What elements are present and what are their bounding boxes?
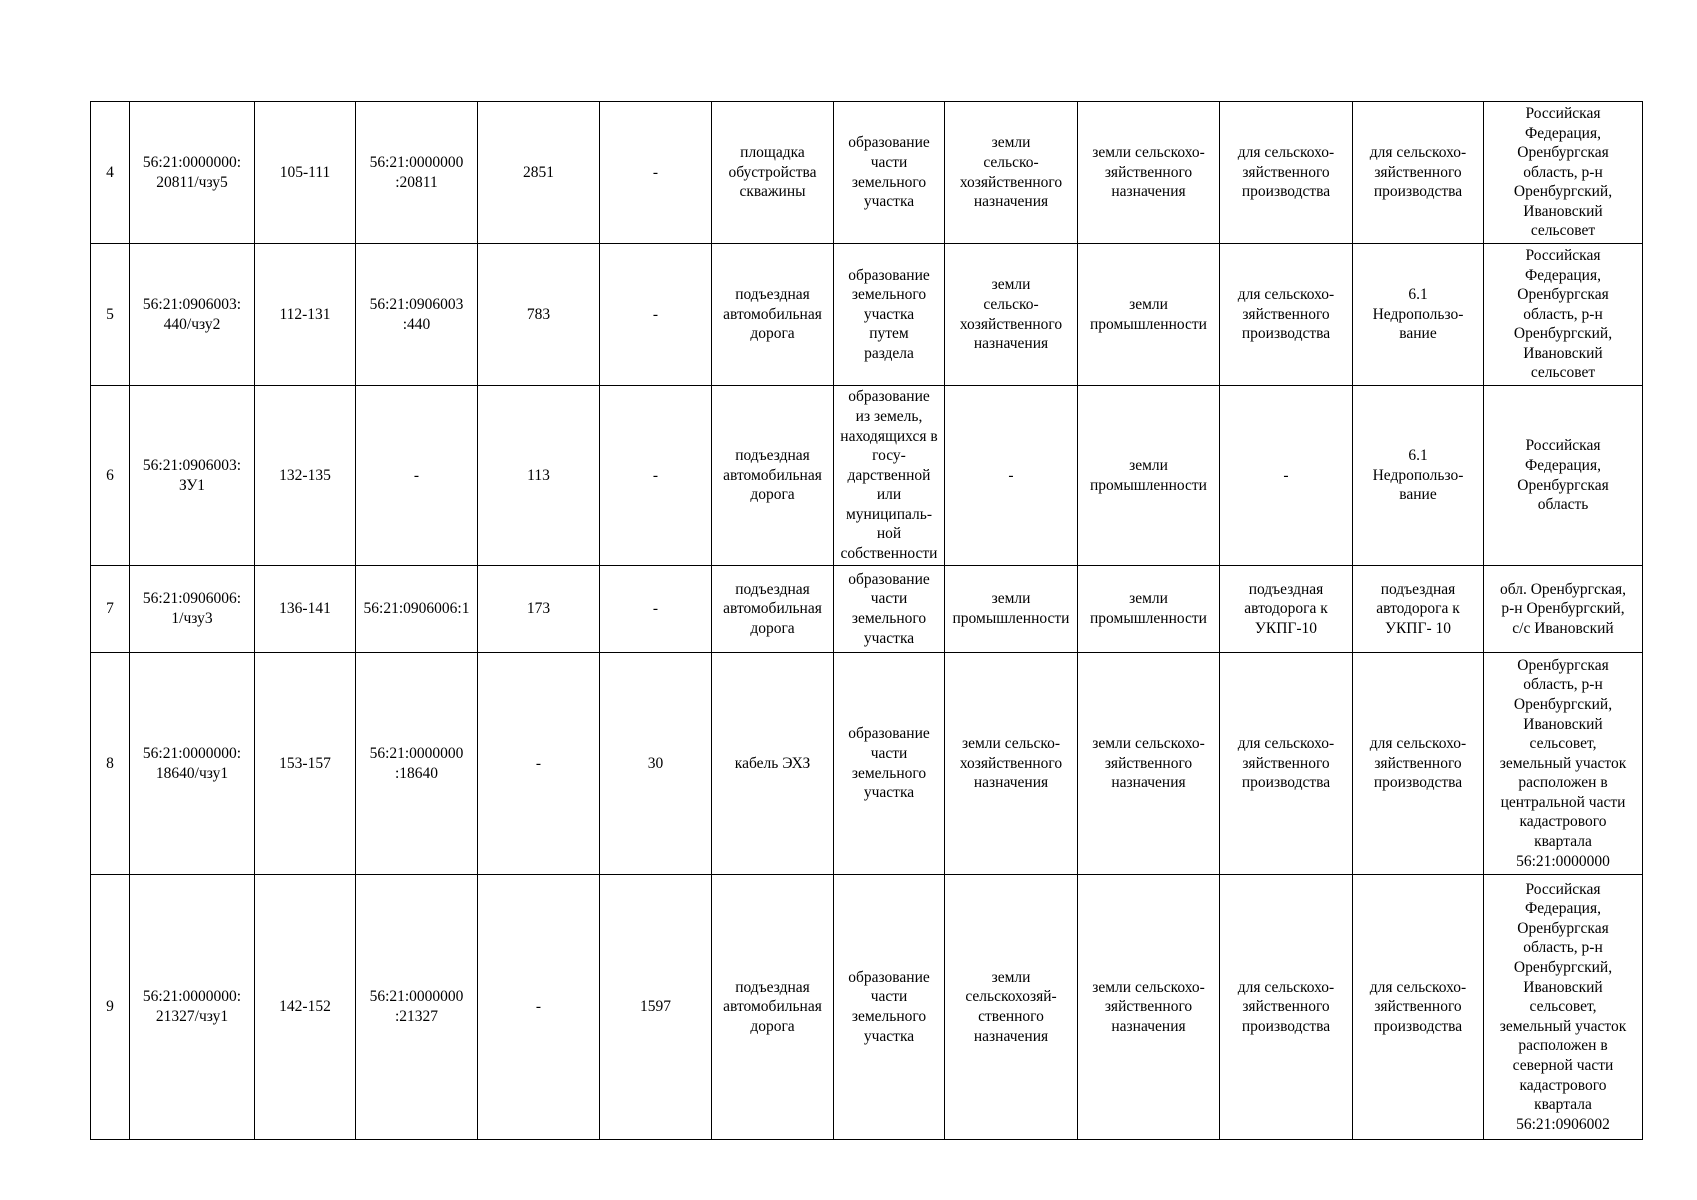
cell-line: зяйственного [1242,754,1330,772]
cell-line: Оренбургский, [1513,183,1613,201]
cell-line: земли [991,968,1031,986]
source-land-category-cell [945,566,1078,653]
source-permitted-use-cell [1220,386,1353,566]
cell-line: сельско- [983,295,1039,313]
cell-line: земли сельскохо- [1092,735,1205,753]
cell-line: назначения [973,1027,1049,1045]
cell-line: раздела [864,344,914,362]
cell-line: назначения [1111,774,1186,792]
cell-line: 56:21:0906003: [142,456,242,474]
cadastral-number-cell [130,244,255,386]
row-number-cell: 9 [91,875,130,1140]
cell-line: Оренбургская [1517,144,1609,162]
cell-line: Оренбургский, [1513,959,1613,977]
cell-line: Федерация, [1525,124,1601,142]
cadastral-number-cell [130,566,255,653]
cell-line: 56:21:0906006:1 [363,600,470,618]
formation-method-cell [834,653,945,875]
cell-line: образование [848,388,930,406]
cell-line: земли сельско- [961,735,1060,753]
length-cell: 1597 [600,875,712,1140]
area-cell: 2851 [478,102,600,244]
cell-line: хозяйственного [959,315,1063,333]
cell-line: участка [863,1027,915,1045]
address-cell [1484,244,1643,386]
cell-line: назначения [973,774,1049,792]
cell-line: назначения [1111,1017,1186,1035]
cell-line: участка [863,784,915,802]
cell-line: зяйственного [1104,754,1193,772]
cell-line: для сельскохо- [1369,978,1467,996]
cell-line: 56:21:0000000 [369,988,464,1006]
land-plots-table [90,101,1643,1140]
cell-line: обустройства [728,163,817,181]
cell-line: :440 [402,315,431,333]
source-permitted-use-cell [1220,102,1353,244]
cell-line: 20811/чзу5 [156,173,228,191]
cell-line: сельсовет, [1529,998,1597,1016]
cell-line: автомобильная [723,305,822,323]
cell-line: ЗУ1 [178,476,206,494]
cell-line: подъездная [1380,580,1456,598]
cell-line: собственности [840,545,938,563]
new-permitted-use-cell [1353,386,1484,566]
cell-line: Оренбургская [1517,476,1609,494]
new-permitted-use-cell [1353,244,1484,386]
cell-line: находящихся в [840,427,938,445]
cell-line: Федерация, [1525,456,1601,474]
cell-line: 1/чзу3 [171,610,213,627]
purpose-cell [712,386,834,566]
cell-line: из земель, [855,407,923,425]
cell-line: производства [1241,1017,1331,1035]
parent-plot-cell [356,244,478,386]
cell-line: Недропользо- [1372,466,1464,484]
boundary-points-cell: 112-131 [255,244,356,386]
cell-line: 21327/чзу1 [155,1008,229,1025]
cell-line: вание [1399,325,1437,343]
cell-line: область, р-н [1523,305,1603,323]
cell-line: расположен в [1518,774,1608,792]
cell-line: Ивановский [1523,978,1603,996]
cell-line: - [413,466,420,484]
parent-plot-cell [356,102,478,244]
cell-line: подъездная [1248,580,1324,598]
source-land-category-cell [945,244,1078,386]
cell-line: образование [848,266,930,284]
new-land-category-cell [1078,386,1220,566]
cell-line: 56:21:0000000: [142,744,242,762]
new-land-category-cell [1078,566,1220,653]
source-land-category-cell [945,386,1078,566]
row-number-cell: 4 [91,102,130,244]
cell-line: Российская [1525,246,1601,264]
cell-line: части [870,153,908,171]
cell-line: 56:21:0000000: [142,153,242,171]
cell-line: 18640/чзу1 [155,764,229,782]
area-cell: - [478,653,600,875]
cell-line: подъездная [735,447,810,465]
cell-line: промышленности [1090,315,1207,333]
source-land-category-cell [945,875,1078,1140]
cell-line: северной части [1512,1056,1614,1074]
new-land-category-cell [1078,653,1220,875]
cell-line: 440/чзу2 [163,315,221,333]
cell-line: земельного [851,1008,927,1025]
cell-line: образование [848,570,930,588]
area-cell: 113 [478,386,600,566]
cell-line: область, р-н [1523,676,1603,694]
boundary-points-cell: 153-157 [255,653,356,875]
cell-line: :21327 [394,1008,439,1025]
cell-line: зяйственного [1242,305,1330,323]
length-cell: 30 [600,653,712,875]
cadastral-number-cell [130,386,255,566]
row-number-cell: 6 [91,386,130,566]
address-cell [1484,653,1643,875]
table-row [91,102,1643,244]
new-permitted-use-cell [1353,875,1484,1140]
cell-line: земельный участок [1499,754,1627,772]
cell-line: Федерация, [1525,900,1601,918]
cell-line: части [870,988,908,1006]
cell-line: сельско- [983,153,1039,171]
cell-line: квартала [1534,833,1592,851]
cell-line: ственного [978,1008,1044,1025]
cell-line: земельный участок [1499,1017,1627,1035]
cell-line: :18640 [394,764,439,782]
cell-line: производства [1241,774,1331,792]
cell-line: Оренбургская [1517,656,1609,674]
area-cell: 783 [478,244,600,386]
area-cell: - [478,875,600,1140]
cell-line: промышленности [1090,610,1207,627]
cell-line: 56:21:0906003 [369,295,464,313]
cell-line: производства [1373,1017,1463,1035]
cell-line: зяйственного [1374,163,1462,181]
cell-line: автомобильная [723,998,822,1016]
cell-line: или [876,486,902,504]
cell-line: УКПГ- 10 [1384,619,1451,637]
cell-line: Федерация, [1525,266,1601,284]
cell-line: подъездная [735,580,810,598]
cell-line: для сельскохо- [1237,286,1335,304]
source-permitted-use-cell [1220,875,1353,1140]
cell-line: земельного [851,286,927,304]
cell-line: сельсовет, [1529,735,1597,753]
purpose-cell [712,566,834,653]
cell-line: 56:21:0906002 [1516,1115,1610,1133]
cell-line: назначения [973,193,1049,211]
cell-line: область [1537,496,1589,514]
formation-method-cell [834,566,945,653]
cell-line: - [1283,466,1289,484]
cell-line: земли [1129,295,1168,313]
cell-line: 56:21:0000000 [1516,852,1610,870]
purpose-cell [712,653,834,875]
source-permitted-use-cell [1220,653,1353,875]
cell-line: образование [848,968,930,986]
cell-line: назначения [973,335,1049,353]
boundary-points-cell: 105-111 [255,102,356,244]
cell-line: автодорога к [1244,600,1328,618]
cell-line: 6.1 [1408,447,1428,465]
source-permitted-use-cell [1220,566,1353,653]
new-land-category-cell [1078,102,1220,244]
new-land-category-cell [1078,244,1220,386]
cell-line: ной [876,525,902,543]
cell-line: 56:21:0000000: [142,988,242,1006]
table-row [91,244,1643,386]
row-number-cell: 8 [91,653,130,875]
length-cell: - [600,566,712,653]
cell-line: подъездная [735,286,810,304]
row-number-cell: 7 [91,566,130,653]
cell-line: части [870,744,908,762]
cadastral-number-cell [130,102,255,244]
new-permitted-use-cell [1353,566,1484,653]
cell-line: расположен в [1518,1037,1608,1055]
cell-line: производства [1373,774,1463,792]
new-land-category-cell [1078,875,1220,1140]
cell-line: дарственной [847,466,931,484]
cell-line: производства [1241,325,1331,343]
cell-line: зяйственного [1104,998,1193,1016]
cell-line: зяйственного [1242,998,1330,1016]
cell-line: зяйственного [1374,754,1462,772]
cell-line: дорога [750,486,795,504]
source-permitted-use-cell [1220,244,1353,386]
cell-line: р-н Оренбургский, [1501,600,1625,618]
cell-line: автодорога к [1376,600,1460,618]
cell-line: земельного [851,173,927,191]
cell-line: область, р-н [1523,163,1603,181]
cell-line: путем [869,325,909,343]
cell-line: для сельскохо- [1369,735,1467,753]
table-row [91,386,1643,566]
cell-line: хозяйственного [959,754,1063,772]
cell-line: земли [991,276,1031,294]
cell-line: скважины [739,183,806,201]
cell-line: земельного [851,764,927,782]
source-land-category-cell [945,102,1078,244]
cell-line: производства [1373,183,1463,201]
cell-line: 56:21:0906006: [142,590,242,608]
address-cell [1484,386,1643,566]
address-cell [1484,566,1643,653]
cell-line: - [1008,466,1014,484]
cell-line: для сельскохо- [1237,144,1335,162]
cell-line: участка [863,629,915,647]
table-row [91,875,1643,1140]
cell-line: для сельскохо- [1369,144,1467,162]
purpose-cell [712,875,834,1140]
cell-line: земли сельскохо- [1092,978,1205,996]
cell-line: образование [848,725,930,743]
formation-method-cell [834,102,945,244]
table-row [91,653,1643,875]
cell-line: центральной части [1500,793,1626,811]
area-cell: 173 [478,566,600,653]
formation-method-cell [834,386,945,566]
row-number-cell: 5 [91,244,130,386]
cell-line: квартала [1534,1096,1592,1114]
cell-line: 56:21:0906003: [142,295,242,313]
cell-line: Ивановский [1523,202,1603,220]
address-cell [1484,102,1643,244]
cell-line: земли сельскохо- [1092,144,1205,162]
cell-line: Недропользо- [1372,305,1464,323]
boundary-points-cell: 142-152 [255,875,356,1140]
cell-line: дорога [750,325,795,343]
cell-line: обл. Оренбургская, [1499,580,1627,598]
cell-line: кадастрового [1519,1076,1607,1094]
cell-line: сельсовет [1530,222,1596,240]
cell-line: зяйственного [1104,163,1193,181]
cell-line: Российская [1525,104,1601,122]
cadastral-number-cell [130,875,255,1140]
cell-line: Оренбургский, [1513,695,1613,713]
source-land-category-cell [945,653,1078,875]
cell-line: Российская [1525,880,1601,898]
cell-line: производства [1241,183,1331,201]
cell-line: дорога [750,619,795,637]
length-cell: - [600,244,712,386]
new-permitted-use-cell [1353,653,1484,875]
cell-line: образование [848,134,930,152]
parent-plot-cell [356,386,478,566]
cell-line: земли [991,590,1031,608]
cell-line: муниципаль- [845,505,932,523]
cell-line: хозяйственного [959,173,1063,191]
cell-line: участка [863,193,915,211]
length-cell: - [600,102,712,244]
formation-method-cell [834,875,945,1140]
cell-line: Оренбургская [1517,286,1609,304]
cell-line: зяйственного [1242,163,1330,181]
cell-line: земли [1129,590,1168,608]
cell-line: автомобильная [723,466,822,484]
cell-line: кадастрового [1519,813,1607,831]
cell-line: зяйственного [1374,998,1462,1016]
cell-line: участка [863,305,915,323]
cell-line: площадка [740,144,805,162]
parent-plot-cell [356,875,478,1140]
cell-line: кабель ЭХЗ [734,754,811,772]
cell-line: части [870,590,908,608]
cell-line: земли [991,134,1031,152]
cell-line: госу- [872,447,906,465]
parent-plot-cell [356,566,478,653]
cell-line: :20811 [395,173,438,191]
cell-line: вание [1399,486,1437,504]
cell-line: промышленности [952,610,1070,627]
cell-line: Оренбургская [1517,919,1609,937]
cell-line: для сельскохо- [1237,735,1335,753]
cell-line: для сельскохо- [1237,978,1335,996]
formation-method-cell [834,244,945,386]
cell-line: промышленности [1090,476,1207,494]
cell-line: Ивановский [1523,344,1603,362]
length-cell: - [600,386,712,566]
new-permitted-use-cell [1353,102,1484,244]
cell-line: земельного [851,610,927,627]
cell-line: назначения [1111,183,1186,201]
cell-line: подъездная [735,978,810,996]
cell-line: земли [1129,456,1168,474]
parent-plot-cell [356,653,478,875]
cell-line: Российская [1525,437,1601,455]
cell-line: 56:21:0000000 [369,153,464,171]
purpose-cell [712,102,834,244]
boundary-points-cell: 136-141 [255,566,356,653]
cell-line: сельскохозяй- [965,988,1057,1006]
cell-line: автомобильная [723,600,822,618]
table-row [91,566,1643,653]
cell-line: с/с Ивановский [1512,619,1614,637]
cell-line: дорога [750,1017,795,1035]
cell-line: 56:21:0000000 [369,744,464,762]
cell-line: УКПГ-10 [1254,619,1318,637]
cell-line: область, р-н [1523,939,1603,957]
address-cell [1484,875,1643,1140]
cadastral-number-cell [130,653,255,875]
purpose-cell [712,244,834,386]
cell-line: Ивановский [1523,715,1603,733]
cell-line: сельсовет [1530,364,1596,382]
boundary-points-cell: 132-135 [255,386,356,566]
cell-line: 6.1 [1408,286,1428,304]
cell-line: Оренбургский, [1513,325,1613,343]
